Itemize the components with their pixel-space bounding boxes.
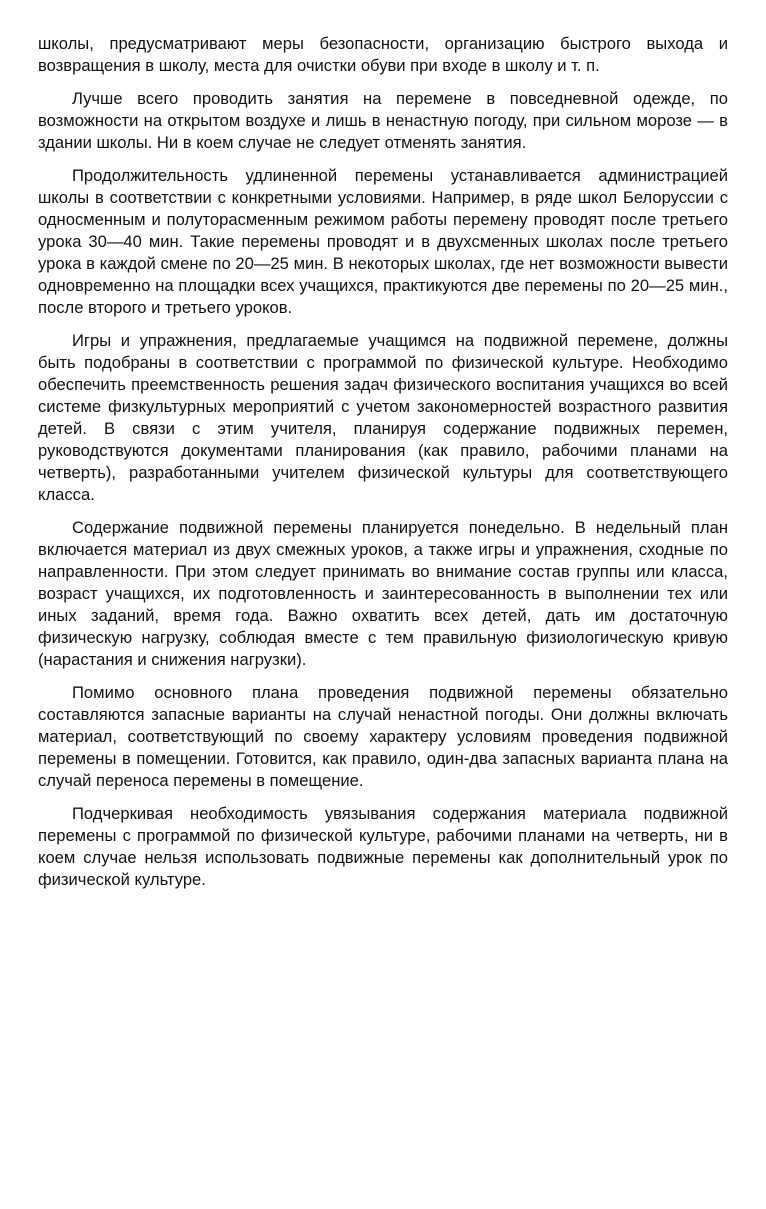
paragraph-conclusion: Подчеркивая необходимость увязывания содержания материала подвижной перемены с программой по физической культуре, рабочими планами на четверть, ни в коем случае нельзя использовать подвижные перемены как дополнительный урок по физической культуре.: [38, 804, 728, 889]
paragraph-games-program: Игры и упражнения, предлагаемые учащимся на подвижной перемене, должны быть подобраны в соответствии с программой по физической культуре. Необходимо обеспечить преемственность решения задач физического воспитания учащихся во всей системе физкультурных мероприятий с учетом закономерностей возрастного развития детей. В связи с этим учителя, планируя содержание подвижных перемен, руководствуются документами планирования (как правило, рабочими планами на четверть), разработанными учителем физической культуры для соответствующего класса.: [38, 331, 728, 504]
document-page: [38, 33, 728, 902]
paragraph-weekly-plan: Содержание подвижной перемены планируется понедельно. В недельный план включается материал из двух смежных уроков, а также игры и упражнения, сходные по направленности. При этом следует принимать во внимание состав группы или класса, возраст учащихся, их подготовленность и заинтересованность в выполнении тех или иных заданий, время года. Важно охватить всех детей, дать им достаточную физическую нагрузку, соблюдая вместе с тем правильную физиологическую кривую (нарастания и снижения нагрузки).: [38, 518, 728, 669]
paragraph-break-duration: Продолжительность удлиненной перемены устанавливается администрацией школы в соответствии с конкретными условиями. Например, в ряде школ Белоруссии с односменным и полуторасменным режимом работы перемену проводят после третьего урока 30—40 мин. Такие перемены проводят и в двухсменных школах после третьего урока в каждой смене по 20—25 мин. В некоторых школах, где нет возможности вывести одновременно на площадки всех учащихся, практикуются две перемены по 20—25 мин., после второго и третьего уроков.: [38, 166, 728, 317]
paragraph-everyday-clothing: Лучше всего проводить занятия на перемене в повседневной одежде, по возможности на открытом воздухе и лишь в ненастную погоду, при сильном морозе — в здании школы. Ни в коем случае не следует отменять занятия.: [38, 89, 728, 152]
paragraph-reserve-plans: Помимо основного плана проведения подвижной перемены обязательно составляются запасные варианты на случай ненастной погоды. Они должны включать материал, соответствующий по своему характеру условиям проведения подвижной перемены в помещении. Готовится, как правило, один-два запасных варианта плана на случай переноса перемены в помещение.: [38, 683, 728, 790]
paragraph-continuation: школы, предусматривают меры безопасности, организацию быстрого выхода и возвращения в школу, места для очистки обуви при входе в школу и т. п.: [38, 34, 728, 75]
